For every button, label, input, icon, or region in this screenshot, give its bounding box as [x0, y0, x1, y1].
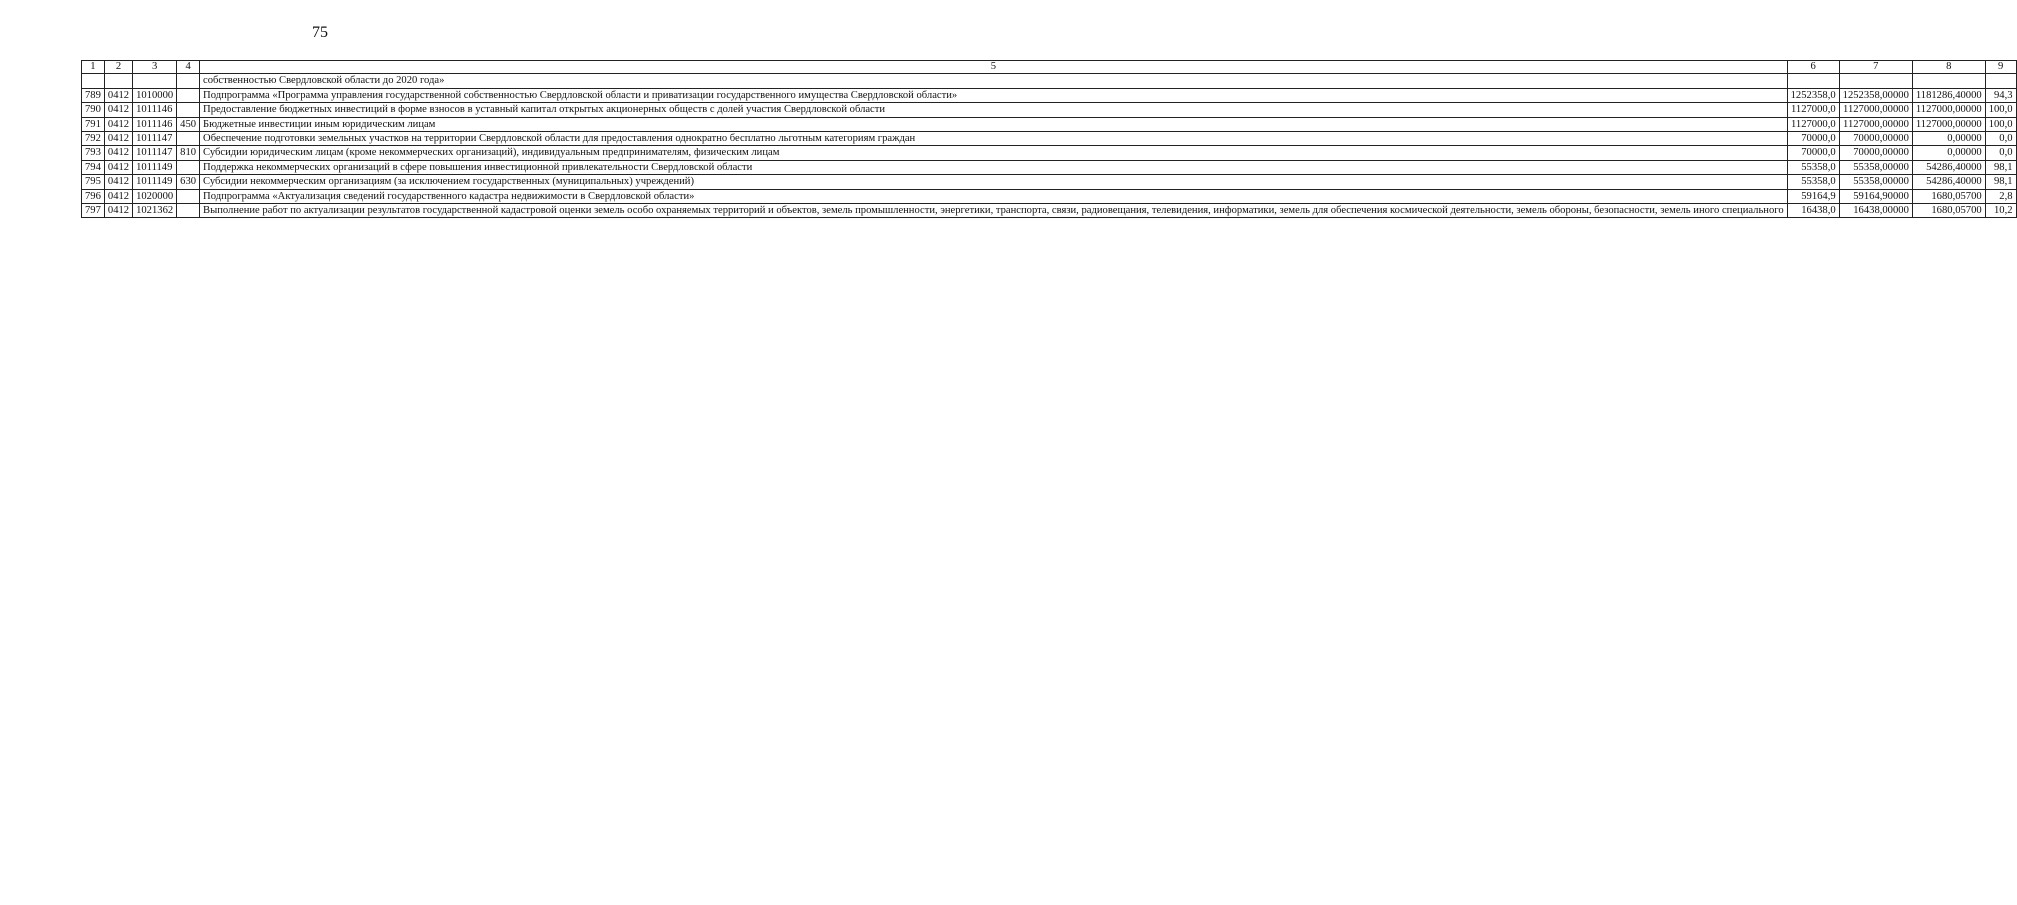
item-name-cell: Подпрограмма «Программа управления государственной собственностью Свердловской области и приватизации государственного имущества Свердловской области» [200, 88, 1788, 102]
amount-col6-cell: 1127000,0 [1787, 117, 1839, 131]
table-row [82, 146, 2017, 160]
row-number-cell: 794 [82, 160, 105, 174]
table-row [82, 189, 2017, 203]
target-article-cell: 1011146 [133, 117, 177, 131]
table-body [82, 74, 2017, 218]
table-row [82, 103, 2017, 117]
row-number-cell: 793 [82, 146, 105, 160]
target-article-cell: 1011147 [133, 146, 177, 160]
row-number-cell: 797 [82, 204, 105, 218]
expense-type-cell [177, 74, 200, 88]
table-row [82, 74, 2017, 88]
amount-col8-cell: 1181286,40000 [1912, 88, 1985, 102]
item-name-cell: Субсидии некоммерческим организациям (за исключением государственных (муниципальных) учреждений) [200, 175, 1788, 189]
amount-col8-cell: 1127000,00000 [1912, 117, 1985, 131]
row-number-cell: 796 [82, 189, 105, 203]
row-number-cell [82, 74, 105, 88]
amount-col7-cell [1839, 74, 1912, 88]
expense-type-cell [177, 160, 200, 174]
amount-col7-cell: 16438,00000 [1839, 204, 1912, 218]
percent-cell: 98,1 [1985, 160, 2016, 174]
expense-type-cell [177, 189, 200, 203]
amount-col7-cell: 1127000,00000 [1839, 103, 1912, 117]
item-name-cell: Бюджетные инвестиции иным юридическим лицам [200, 117, 1788, 131]
section-code-cell: 0412 [104, 175, 132, 189]
amount-col6-cell [1787, 74, 1839, 88]
row-number-cell: 792 [82, 132, 105, 146]
percent-cell: 2,8 [1985, 189, 2016, 203]
target-article-cell: 1020000 [133, 189, 177, 203]
section-code-cell [104, 74, 132, 88]
header-cell: 2 [104, 61, 132, 74]
table-row [82, 160, 2017, 174]
amount-col8-cell: 1680,05700 [1912, 189, 1985, 203]
table-row [82, 204, 2017, 218]
item-name-cell: Субсидии юридическим лицам (кроме некоммерческих организаций), индивидуальным предпринимателям, физическим лицам [200, 146, 1788, 160]
amount-col7-cell: 55358,00000 [1839, 175, 1912, 189]
row-number-cell: 791 [82, 117, 105, 131]
amount-col8-cell: 0,00000 [1912, 146, 1985, 160]
item-name-cell: Поддержка некоммерческих организаций в сфере повышения инвестиционной привлекательности Свердловской области [200, 160, 1788, 174]
header-cell: 6 [1787, 61, 1839, 74]
target-article-cell: 1010000 [133, 88, 177, 102]
section-code-cell: 0412 [104, 117, 132, 131]
section-code-cell: 0412 [104, 103, 132, 117]
item-name-cell: Подпрограмма «Актуализация сведений государственного кадастра недвижимости в Свердловской области» [200, 189, 1788, 203]
row-number-cell: 789 [82, 88, 105, 102]
target-article-cell: 1011147 [133, 132, 177, 146]
percent-cell: 10,2 [1985, 204, 2016, 218]
amount-col7-cell: 1252358,00000 [1839, 88, 1912, 102]
header-cell: 1 [82, 61, 105, 74]
header-cell: 9 [1985, 61, 2016, 74]
target-article-cell: 1011149 [133, 160, 177, 174]
header-cell: 7 [1839, 61, 1912, 74]
target-article-cell [133, 74, 177, 88]
table-row [82, 132, 2017, 146]
percent-cell: 100,0 [1985, 117, 2016, 131]
amount-col7-cell: 59164,90000 [1839, 189, 1912, 203]
percent-cell: 100,0 [1985, 103, 2016, 117]
amount-col8-cell: 0,00000 [1912, 132, 1985, 146]
percent-cell: 94,3 [1985, 88, 2016, 102]
row-number-cell: 795 [82, 175, 105, 189]
table-row [82, 117, 2017, 131]
percent-cell: 0,0 [1985, 146, 2016, 160]
expense-type-cell: 630 [177, 175, 200, 189]
header-cell: 3 [133, 61, 177, 74]
expense-type-cell: 810 [177, 146, 200, 160]
percent-cell [1985, 74, 2016, 88]
amount-col8-cell: 1127000,00000 [1912, 103, 1985, 117]
expense-type-cell [177, 204, 200, 218]
amount-col7-cell: 70000,00000 [1839, 132, 1912, 146]
item-name-cell: Выполнение работ по актуализации результатов государственной кадастровой оценки земель особо охраняемых территорий и объектов, земель промышленности, энергетики, транспорта, связи, радиовещания, телевидения, информатики, земель для обеспечения космической деятельности, земель обороны, безопасности, земель иного специального [200, 204, 1788, 218]
header-cell: 5 [200, 61, 1788, 74]
amount-col8-cell [1912, 74, 1985, 88]
amount-col6-cell: 16438,0 [1787, 204, 1839, 218]
amount-col8-cell: 54286,40000 [1912, 160, 1985, 174]
amount-col6-cell: 1127000,0 [1787, 103, 1839, 117]
budget-table [81, 60, 2017, 218]
amount-col8-cell: 1680,05700 [1912, 204, 1985, 218]
amount-col6-cell: 70000,0 [1787, 146, 1839, 160]
amount-col6-cell: 1252358,0 [1787, 88, 1839, 102]
percent-cell: 0,0 [1985, 132, 2016, 146]
target-article-cell: 1011146 [133, 103, 177, 117]
table-row [82, 175, 2017, 189]
section-code-cell: 0412 [104, 146, 132, 160]
section-code-cell: 0412 [104, 88, 132, 102]
amount-col7-cell: 55358,00000 [1839, 160, 1912, 174]
header-cell: 4 [177, 61, 200, 74]
row-number-cell: 790 [82, 103, 105, 117]
table-row [82, 88, 2017, 102]
section-code-cell: 0412 [104, 160, 132, 174]
item-name-cell: Предоставление бюджетных инвестиций в форме взносов в уставный капитал открытых акционерных обществ с долей участия Свердловской области [200, 103, 1788, 117]
amount-col6-cell: 55358,0 [1787, 160, 1839, 174]
expense-type-cell: 450 [177, 117, 200, 131]
expense-type-cell [177, 88, 200, 102]
section-code-cell: 0412 [104, 132, 132, 146]
item-name-cell: собственностью Свердловской области до 2020 года» [200, 74, 1788, 88]
expense-type-cell [177, 103, 200, 117]
item-name-cell: Обеспечение подготовки земельных участков на территории Свердловской области для предоставления однократно бесплатно льготным категориям граждан [200, 132, 1788, 146]
amount-col6-cell: 59164,9 [1787, 189, 1839, 203]
page-number: 75 [312, 24, 328, 41]
percent-cell: 98,1 [1985, 175, 2016, 189]
amount-col7-cell: 70000,00000 [1839, 146, 1912, 160]
amount-col6-cell: 55358,0 [1787, 175, 1839, 189]
amount-col6-cell: 70000,0 [1787, 132, 1839, 146]
target-article-cell: 1021362 [133, 204, 177, 218]
expense-type-cell [177, 132, 200, 146]
header-row [82, 61, 2017, 74]
amount-col7-cell: 1127000,00000 [1839, 117, 1912, 131]
section-code-cell: 0412 [104, 189, 132, 203]
section-code-cell: 0412 [104, 204, 132, 218]
target-article-cell: 1011149 [133, 175, 177, 189]
amount-col8-cell: 54286,40000 [1912, 175, 1985, 189]
header-cell: 8 [1912, 61, 1985, 74]
